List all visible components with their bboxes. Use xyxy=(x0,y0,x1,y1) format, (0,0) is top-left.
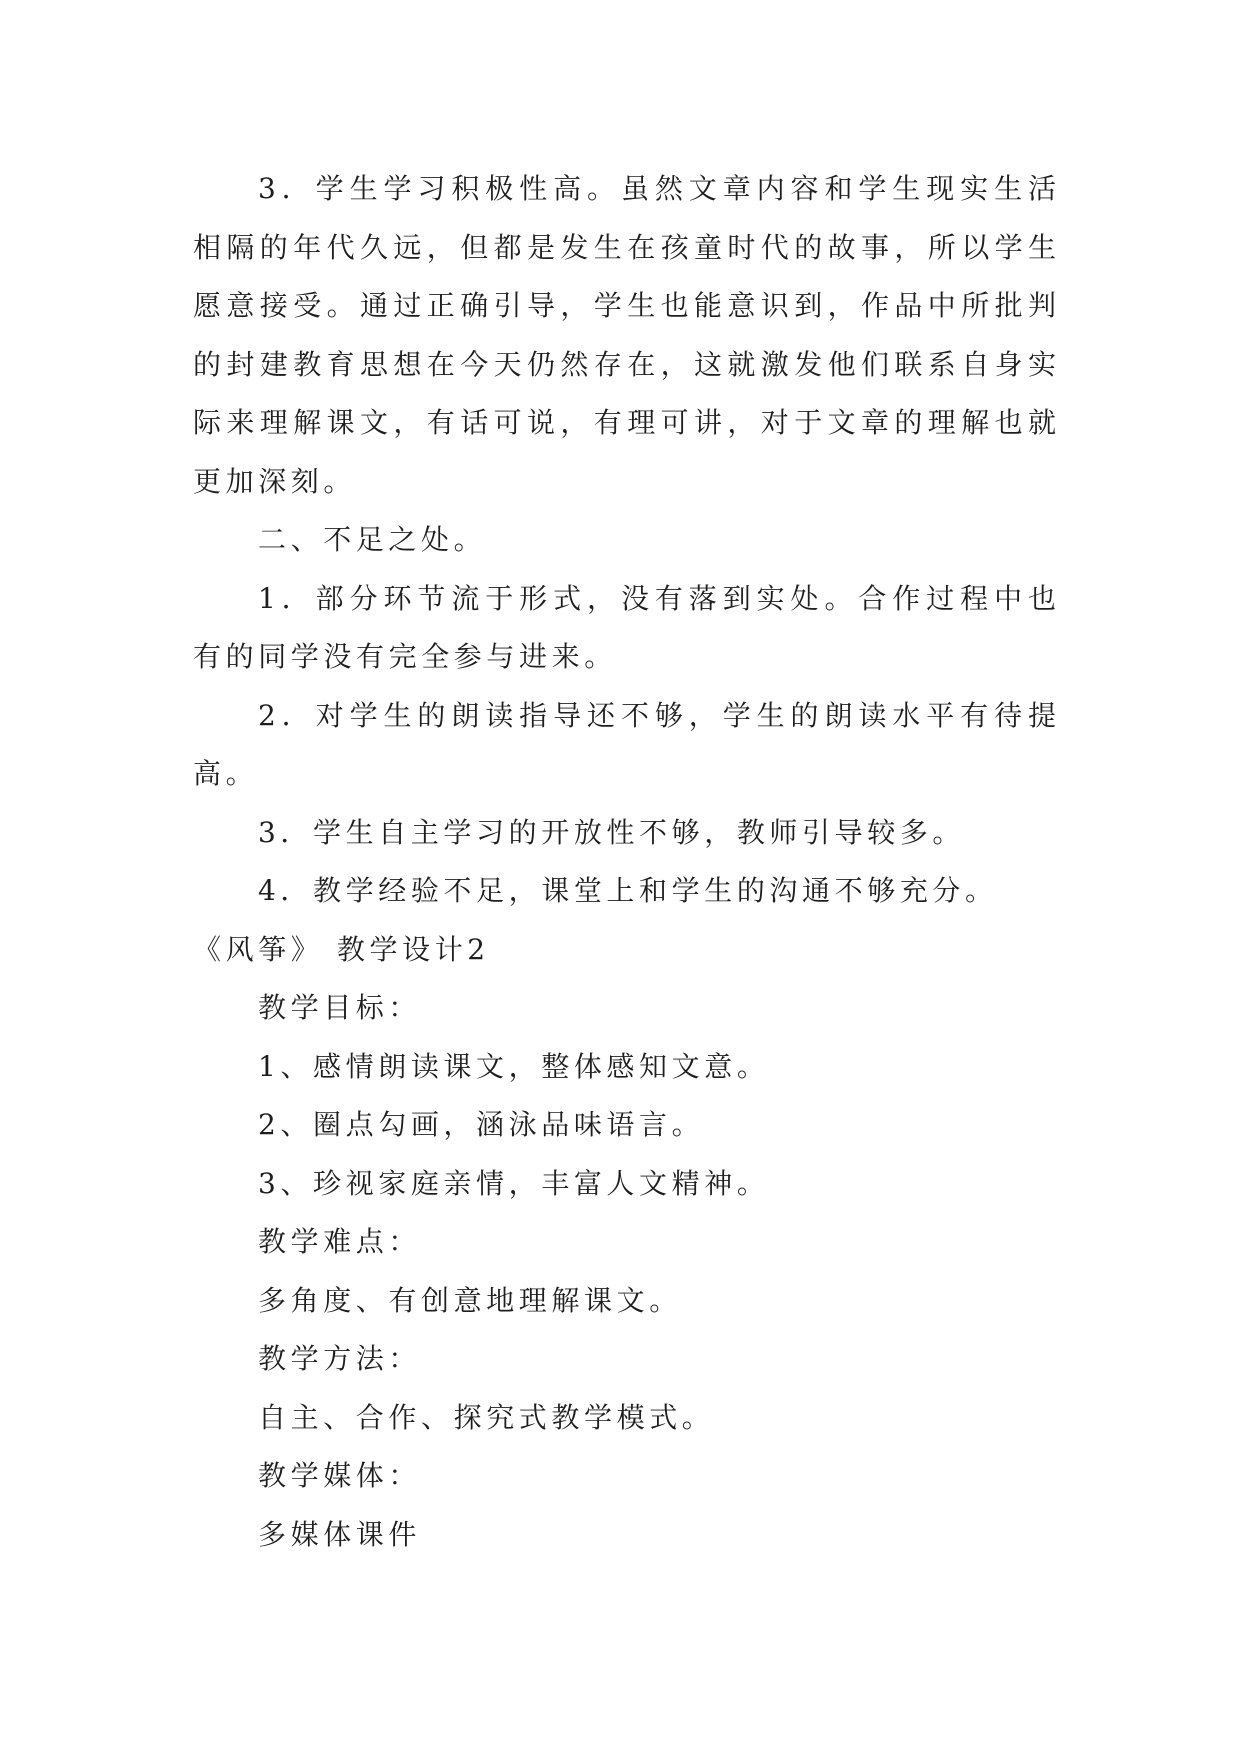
list-item: 1、感情朗读课文，整体感知文意。 xyxy=(258,1049,770,1083)
paragraph xyxy=(193,1213,1057,1272)
subsection-heading: 二、不足之处。 xyxy=(258,523,487,556)
text-line: 多媒体课件 xyxy=(258,1517,422,1551)
text-line: 自主、合作、探究式教学模式。 xyxy=(258,1400,715,1434)
section-label: 教学难点： xyxy=(258,1225,422,1258)
text-line: 相隔的年代久远，但都是发生在孩童时代的故事，所以学生 xyxy=(193,230,1057,264)
text-line: 有的同学没有完全参与进来。 xyxy=(193,640,617,673)
paragraph xyxy=(193,511,1057,570)
text-line: 3．学生自主学习的开放性不够，教师引导较多。 xyxy=(258,815,966,849)
text-line: 际来理解课文，有话可说，有理可讲，对于文章的理解也就 xyxy=(193,406,1057,439)
paragraph xyxy=(193,1272,1057,1331)
text-line: 更加深刻。 xyxy=(193,464,357,498)
paragraph xyxy=(193,1096,1057,1155)
text-line: 高。 xyxy=(193,757,259,790)
document-body xyxy=(193,160,1057,1564)
paragraph xyxy=(193,1389,1057,1448)
paragraph xyxy=(193,1155,1057,1214)
text-line: 愿意接受。通过正确引导，学生也能意识到，作品中所批判 xyxy=(193,289,1057,322)
paragraph xyxy=(193,570,1057,687)
text-line: 多角度、有创意地理解课文。 xyxy=(258,1283,682,1317)
paragraph xyxy=(193,979,1057,1038)
text-line: 1．部分环节流于形式，没有落到实处。合作过程中也 xyxy=(258,581,1057,615)
section-label: 教学媒体： xyxy=(258,1459,422,1492)
paragraph xyxy=(193,160,1057,511)
paragraph xyxy=(193,804,1057,863)
section-heading: 《风筝》 教学设计2 xyxy=(193,932,490,966)
paragraph xyxy=(193,862,1057,921)
section-label: 教学目标： xyxy=(258,991,422,1024)
section-heading-block xyxy=(193,921,1057,980)
paragraph xyxy=(193,1447,1057,1506)
paragraph xyxy=(193,687,1057,804)
paragraph xyxy=(193,1506,1057,1565)
text-line: 4．教学经验不足，课堂上和学生的沟通不够充分。 xyxy=(258,874,998,907)
list-item: 3、珍视家庭亲情，丰富人文精神。 xyxy=(258,1166,770,1200)
paragraph xyxy=(193,1038,1057,1097)
paragraph xyxy=(193,1330,1057,1389)
text-line: 2．对学生的朗读指导还不够，学生的朗读水平有待提 xyxy=(258,698,1057,732)
text-line: 的封建教育思想在今天仍然存在，这就激发他们联系自身实 xyxy=(193,347,1057,381)
text-line: 3．学生学习积极性高。虽然文章内容和学生现实生活 xyxy=(258,172,1057,205)
list-item: 2、圈点勾画，涵泳品味语言。 xyxy=(258,1108,705,1141)
section-label: 教学方法： xyxy=(258,1342,422,1375)
